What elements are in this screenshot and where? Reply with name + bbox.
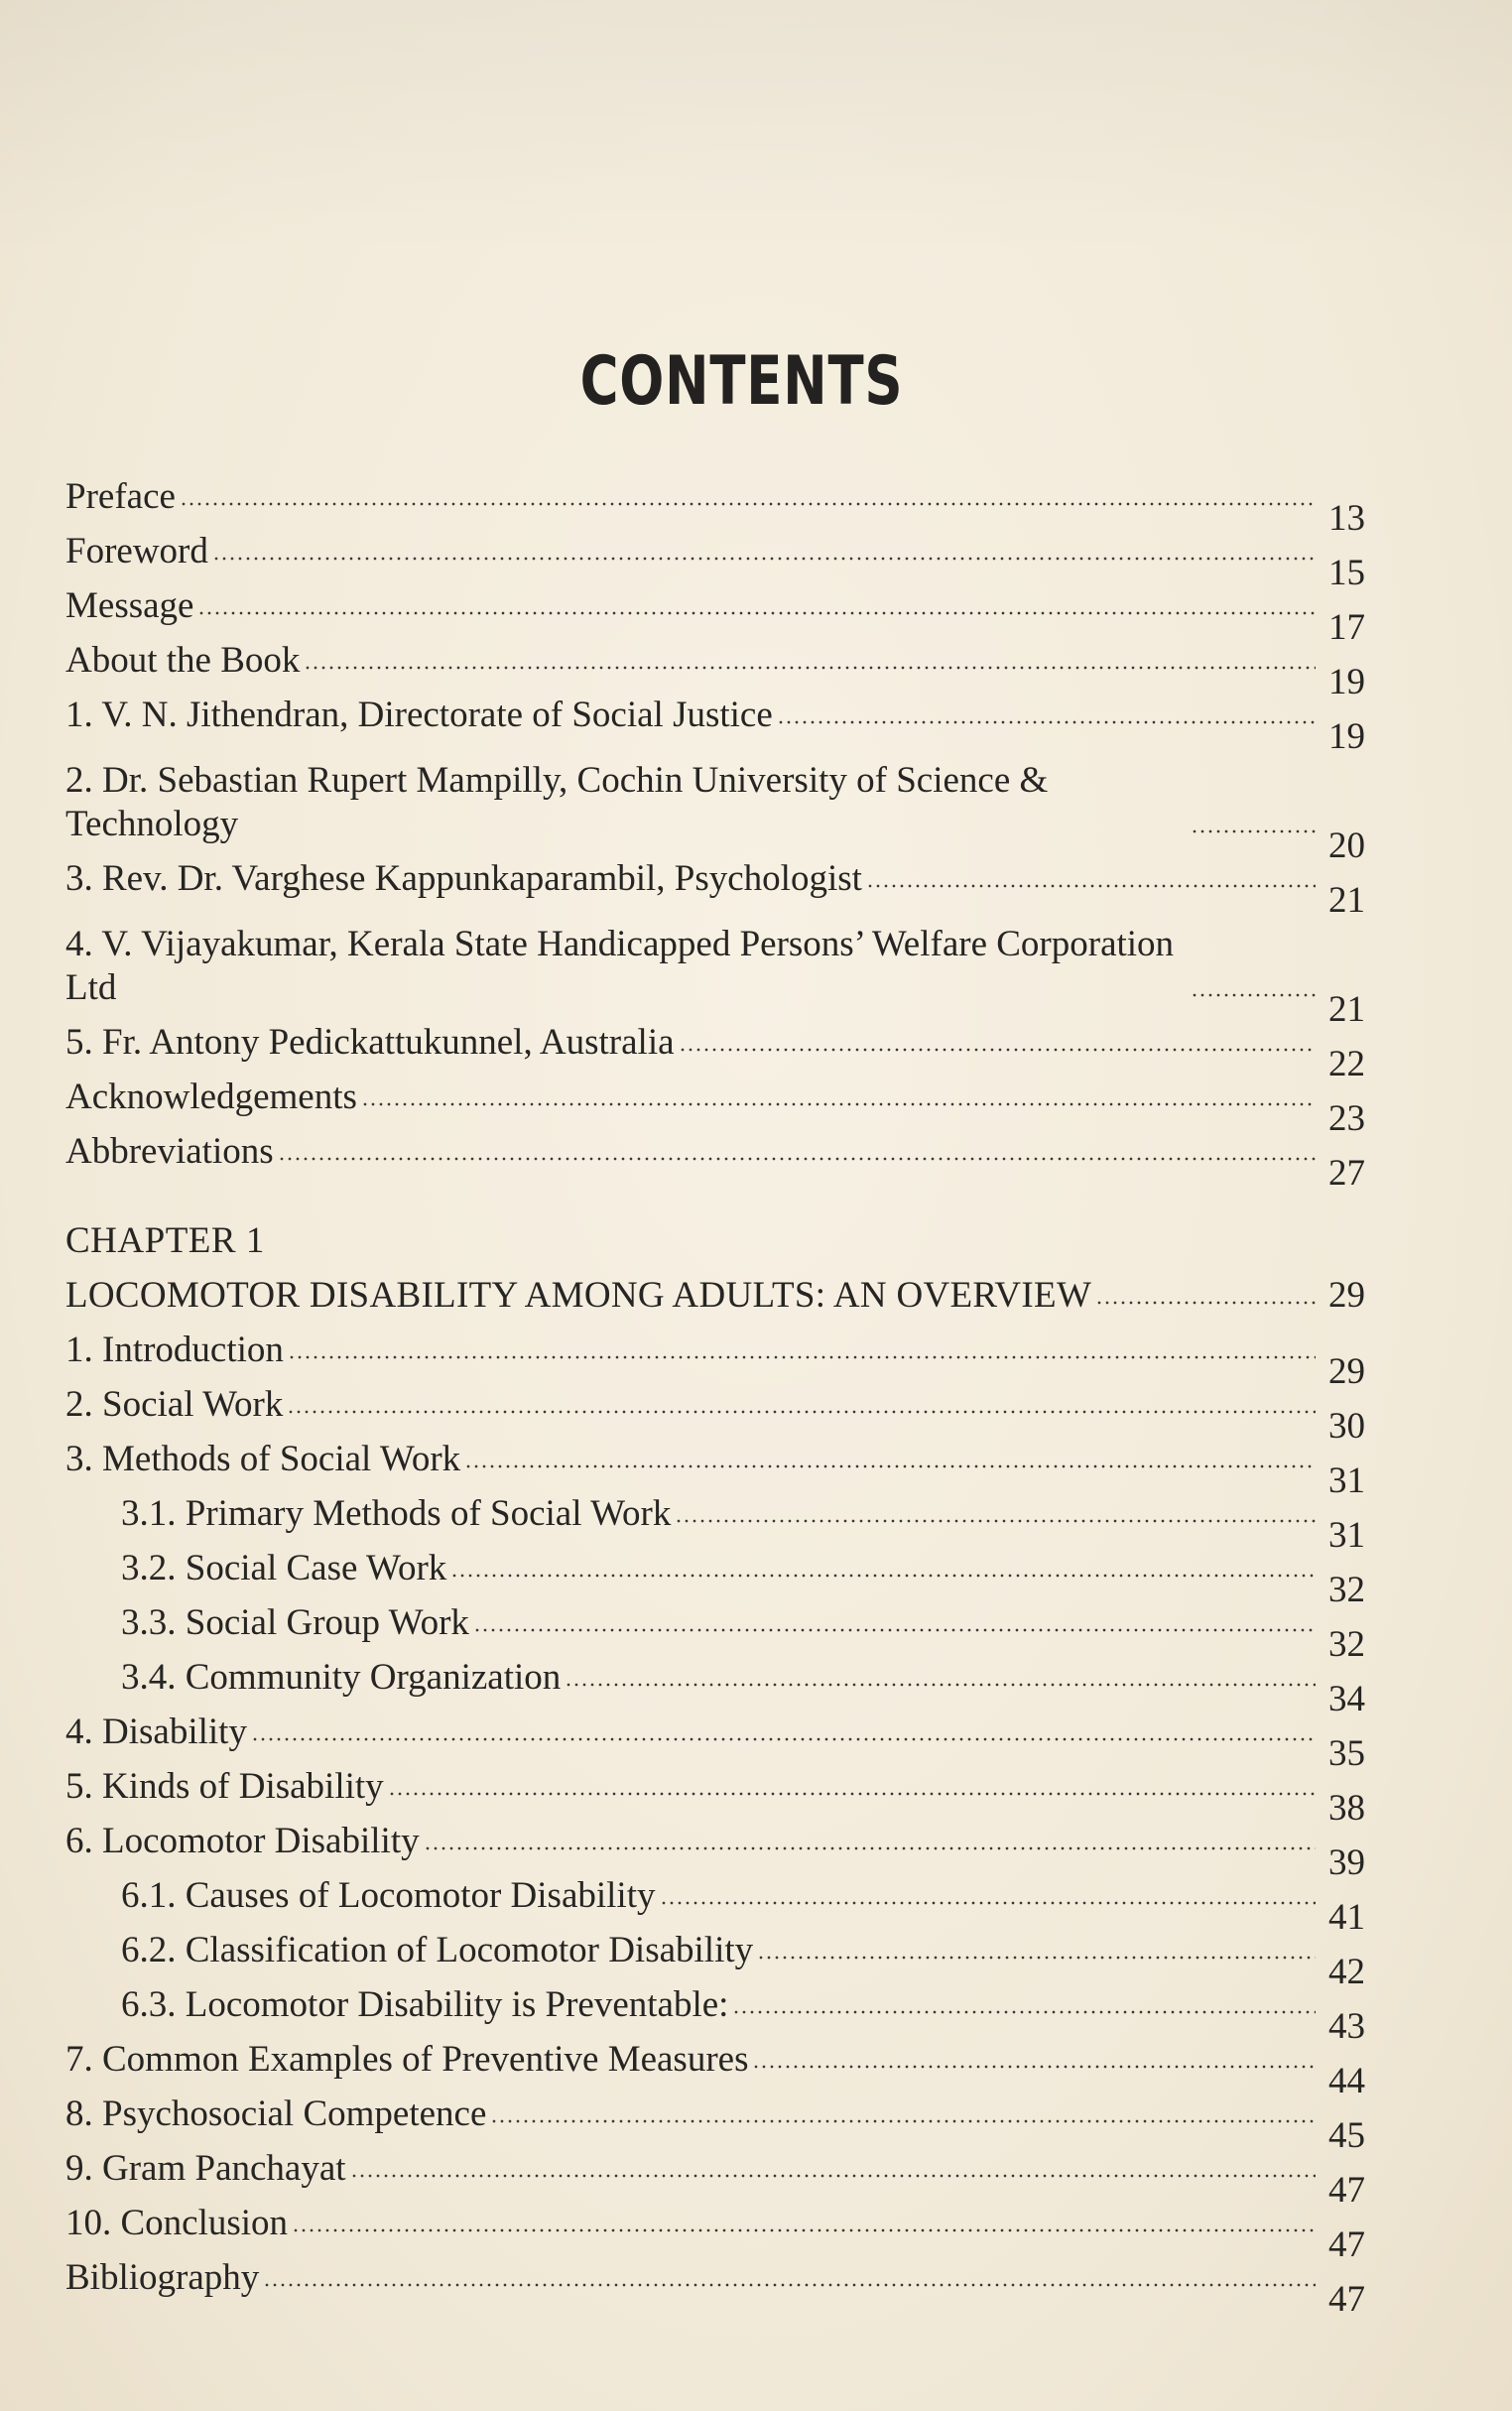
- toc-page-number: 42: [1328, 1952, 1365, 1992]
- toc-page-number: 29: [1328, 1275, 1365, 1316]
- toc-entry-conclusion: [65, 2191, 1365, 2265]
- toc-entry-text: Bibliography: [65, 2257, 260, 2298]
- dot-leader: [288, 1352, 1316, 1362]
- dot-leader: [263, 2280, 1316, 2290]
- table-of-contents: [65, 464, 1365, 2320]
- toc-entry-text: Abbreviations: [65, 1131, 274, 1172]
- toc-entry-text: 10. Conclusion: [65, 2203, 289, 2243]
- toc-page-number: 21: [1328, 880, 1365, 921]
- dot-leader: [464, 1461, 1316, 1471]
- toc-entry-text: 7. Common Examples of Preventive Measures: [65, 2039, 749, 2080]
- dot-leader: [292, 2225, 1316, 2235]
- toc-page-number: 17: [1328, 607, 1365, 648]
- toc-entry-text: 2. Dr. Sebastian Rupert Mampilly, Cochin University of Science & Technology: [65, 760, 1049, 844]
- dot-leader: [660, 1898, 1317, 1908]
- dot-leader: [278, 1154, 1316, 1164]
- toc-entry-psychosocial-competence: [65, 2082, 1365, 2156]
- toc-entry-social-group-work: [65, 1590, 1365, 1665]
- toc-entry-text: 3.2. Social Case Work: [121, 1548, 447, 1588]
- dot-leader: [490, 2116, 1316, 2126]
- toc-entry-kinds-of-disability: [65, 1754, 1365, 1829]
- toc-entry-foreword: [65, 519, 1365, 593]
- dot-leader: [388, 1789, 1316, 1799]
- toc-page-number: 47: [1328, 2279, 1365, 2320]
- dot-leader: [752, 2062, 1316, 2072]
- toc-page-number: 45: [1328, 2115, 1365, 2156]
- toc-entry-text: 6. Locomotor Disability: [65, 1821, 420, 1861]
- toc-page-number: 15: [1328, 553, 1365, 593]
- toc-page-number: 31: [1328, 1460, 1365, 1501]
- toc-entry-text: 3.1. Primary Methods of Social Work: [121, 1493, 672, 1534]
- toc-page-number: 20: [1328, 825, 1365, 866]
- toc-entry-text: Message: [65, 585, 194, 626]
- toc-entry-primary-methods: [65, 1481, 1365, 1556]
- toc-page-number: 39: [1328, 1842, 1365, 1883]
- toc-entry-text: 8. Psychosocial Competence: [65, 2094, 487, 2134]
- toc-entry-text: 4. Disability: [65, 1712, 247, 1752]
- dot-leader: [1095, 1298, 1316, 1308]
- toc-page-number: 43: [1328, 2006, 1365, 2047]
- toc-page-number: 44: [1328, 2061, 1365, 2101]
- toc-page-number: 31: [1328, 1515, 1365, 1556]
- toc-entry-acknowledgements: [65, 1065, 1365, 1139]
- toc-entry-text: 6.2. Classification of Locomotor Disability: [121, 1930, 754, 1970]
- toc-entry-gram-panchayat: [65, 2136, 1365, 2211]
- chapter-title: [65, 1263, 1365, 1318]
- toc-entry-community-organization: [65, 1645, 1365, 1719]
- toc-entry-text: 6.1. Causes of Locomotor Disability: [121, 1875, 656, 1916]
- dot-leader: [212, 554, 1316, 564]
- toc-entry-text: 3.4. Community Organization: [121, 1657, 562, 1698]
- dot-leader: [424, 1843, 1316, 1853]
- toc-page-number: 19: [1328, 716, 1365, 757]
- toc-entry-text: 3. Methods of Social Work: [65, 1439, 461, 1479]
- dot-leader: [473, 1625, 1316, 1635]
- toc-entry-text: Foreword: [65, 531, 208, 571]
- toc-entry-text: 9. Gram Panchayat: [65, 2148, 346, 2189]
- dot-leader: [180, 499, 1316, 509]
- toc-page-number: 19: [1328, 662, 1365, 702]
- dot-leader: [866, 881, 1316, 891]
- dot-leader: [757, 1953, 1316, 1963]
- dot-leader: [732, 2007, 1316, 2017]
- toc-page-number: 47: [1328, 2224, 1365, 2265]
- toc-entry-introduction: [65, 1318, 1365, 1392]
- toc-entry-text: 5. Kinds of Disability: [65, 1766, 384, 1807]
- chapter-label-text: CHAPTER 1: [65, 1220, 265, 1261]
- toc-entry-foreword-3: [65, 846, 1365, 921]
- toc-page-number: 41: [1328, 1897, 1365, 1938]
- dot-leader: [287, 1407, 1316, 1417]
- toc-entry-bibliography: [65, 2245, 1365, 2320]
- toc-page-number: 21: [1328, 989, 1365, 1030]
- toc-entry-locomotor-disability: [65, 1809, 1365, 1883]
- dot-leader: [450, 1571, 1316, 1581]
- toc-page-number: 22: [1328, 1044, 1365, 1084]
- show-through-shadow: [0, 0, 1512, 258]
- toc-entry-foreword-4: [65, 901, 1365, 1030]
- toc-entry-text: 5. Fr. Antony Pedickattukunnel, Australia: [65, 1022, 675, 1063]
- toc-page-number: 32: [1328, 1570, 1365, 1610]
- toc-entry-classification: [65, 1918, 1365, 1992]
- toc-entry-text: 1. V. N. Jithendran, Directorate of Social Justice: [65, 695, 773, 735]
- toc-entry-text: 2. Social Work: [65, 1384, 284, 1425]
- toc-page-number: 30: [1328, 1406, 1365, 1447]
- toc-entry-about-the-book: [65, 628, 1365, 702]
- toc-page-number: 13: [1328, 498, 1365, 539]
- toc-page-number: 35: [1328, 1733, 1365, 1774]
- toc-entry-foreword-5: [65, 1010, 1365, 1084]
- toc-entry-text: 1. Introduction: [65, 1330, 284, 1370]
- toc-page-number: 27: [1328, 1153, 1365, 1194]
- toc-entry-foreword-2: [65, 737, 1365, 866]
- toc-entry-preventive-measures: [65, 2027, 1365, 2101]
- toc-entry-preface: [65, 464, 1365, 539]
- page-title: CONTENTS: [579, 342, 904, 421]
- toc-page-number: 23: [1328, 1098, 1365, 1139]
- chapter-label: [65, 1174, 1365, 1263]
- toc-entry-social-case-work: [65, 1536, 1365, 1610]
- toc-entry-foreword-1: [65, 683, 1365, 757]
- chapter-title-text: LOCOMOTOR DISABILITY AMONG ADULTS: AN OVERVIEW: [65, 1275, 1092, 1316]
- dot-leader: [679, 1045, 1316, 1055]
- dot-leader: [251, 1734, 1316, 1744]
- dot-leader: [304, 663, 1316, 673]
- dot-leader: [197, 608, 1316, 618]
- toc-page-number: 32: [1328, 1624, 1365, 1665]
- toc-entry-causes: [65, 1863, 1365, 1938]
- toc-entry-text: Acknowledgements: [65, 1077, 357, 1117]
- toc-entry-abbreviations: [65, 1119, 1365, 1194]
- toc-entry-text: 3.3. Social Group Work: [121, 1602, 469, 1643]
- dot-leader: [777, 717, 1316, 727]
- toc-page-number: 38: [1328, 1788, 1365, 1829]
- dot-leader: [350, 2171, 1316, 2181]
- dot-leader: [675, 1516, 1316, 1526]
- toc-page-number: 47: [1328, 2170, 1365, 2211]
- toc-page-number: 29: [1328, 1351, 1365, 1392]
- dot-leader: [565, 1680, 1316, 1690]
- toc-entry-methods-of-social-work: [65, 1427, 1365, 1501]
- toc-page-number: 34: [1328, 1679, 1365, 1719]
- toc-entry-message: [65, 573, 1365, 648]
- toc-entry-text: 3. Rev. Dr. Varghese Kappunkaparambil, Psychologist: [65, 858, 862, 899]
- toc-entry-disability: [65, 1700, 1365, 1774]
- dot-leader: [1191, 990, 1316, 1000]
- dot-leader: [361, 1099, 1316, 1109]
- dot-leader: [1191, 826, 1316, 836]
- toc-entry-social-work: [65, 1372, 1365, 1447]
- toc-entry-text: Preface: [65, 476, 176, 517]
- toc-entry-text: 4. V. Vijayakumar, Kerala State Handicapped Persons’ Welfare Corporation Ltd: [65, 924, 1175, 1008]
- toc-entry-text: 6.3. Locomotor Disability is Preventable:: [121, 1984, 729, 2025]
- toc-entry-text: About the Book: [65, 640, 301, 681]
- toc-entry-preventable: [65, 1972, 1365, 2047]
